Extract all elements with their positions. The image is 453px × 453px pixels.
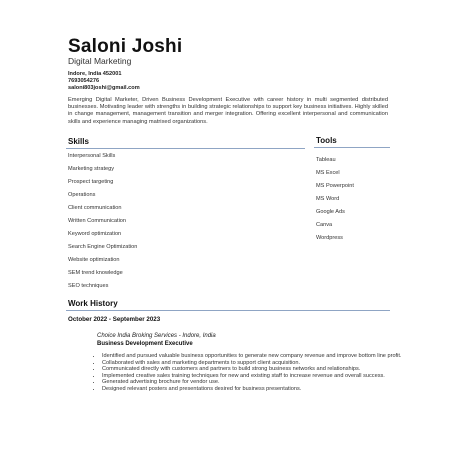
responsibility-item: • Collaborated with sales and marketing departments to support client acquisition. <box>102 360 402 367</box>
email: saloni803joshi@gmail.com <box>68 85 140 91</box>
tools-divider <box>314 147 390 148</box>
skill-item: SEM trend knowledge <box>68 270 123 276</box>
skills-divider <box>66 148 305 149</box>
skill-item: Operations <box>68 192 96 198</box>
skill-item: Marketing strategy <box>68 166 115 172</box>
responsibility-item: • Implemented creative sales training techniques for new and existing staff to increase revenue and overall success. <box>102 373 402 380</box>
tool-item: Wordpress <box>316 235 343 241</box>
job-title: Business Development Executive <box>97 341 193 347</box>
job-responsibilities <box>92 353 402 393</box>
job-period: October 2022 - September 2023 <box>68 316 161 323</box>
tool-item: Tableau <box>316 157 336 163</box>
responsibility-item: • Communicated directly with customers and partners to build strong business networks and relationships. <box>102 366 402 373</box>
responsibility-item: • Generated advertising brochure for vendor use. <box>102 379 402 386</box>
tool-item: MS Powerpoint <box>316 183 354 189</box>
skill-item: Written Communication <box>68 218 127 224</box>
candidate-role: Digital Marketing <box>68 56 132 66</box>
responsibility-item: • Identified and pursued valuable business opportunities to generate new company revenue and improve bottom line profit. <box>102 353 402 360</box>
skill-item: Interpersonal Skills <box>68 153 116 159</box>
tool-item: MS Excel <box>316 170 340 176</box>
tool-item: Google Ads <box>316 209 345 215</box>
phone: 7693054276 <box>68 78 100 84</box>
skill-item: Website optimization <box>68 257 120 263</box>
responsibility-item: • Designed relevant posters and presentations desired for business presentations. <box>102 386 402 393</box>
company-name: Choice India Broking Services - Indore, India <box>97 333 216 339</box>
candidate-name: Saloni Joshi <box>68 36 183 57</box>
location: Indore, India 452001 <box>68 71 122 77</box>
tools-heading: Tools <box>316 136 337 145</box>
skill-item: Client communication <box>68 205 122 211</box>
skill-item: Prospect targeting <box>68 179 114 185</box>
summary: Emerging Digital Marketer, Driven Business Development Executive with career history in multi segmented distributed businesses. Motivating leader with strengths in building strategic relationships to support key business initiatives. Highly skilled in change management, management transition and merger integration. Offering excellent interpersonal and communication skills and experience managing matrixed organizations. <box>68 97 388 125</box>
work-history-divider <box>66 310 390 311</box>
skill-item: SEO techniques <box>68 283 109 289</box>
skills-heading: Skills <box>68 137 89 146</box>
work-history-heading: Work History <box>68 299 118 308</box>
skill-item: Search Engine Optimization <box>68 244 138 250</box>
tool-item: Canva <box>316 222 333 228</box>
tool-item: MS Word <box>316 196 340 202</box>
skill-item: Keyword optimization <box>68 231 122 237</box>
